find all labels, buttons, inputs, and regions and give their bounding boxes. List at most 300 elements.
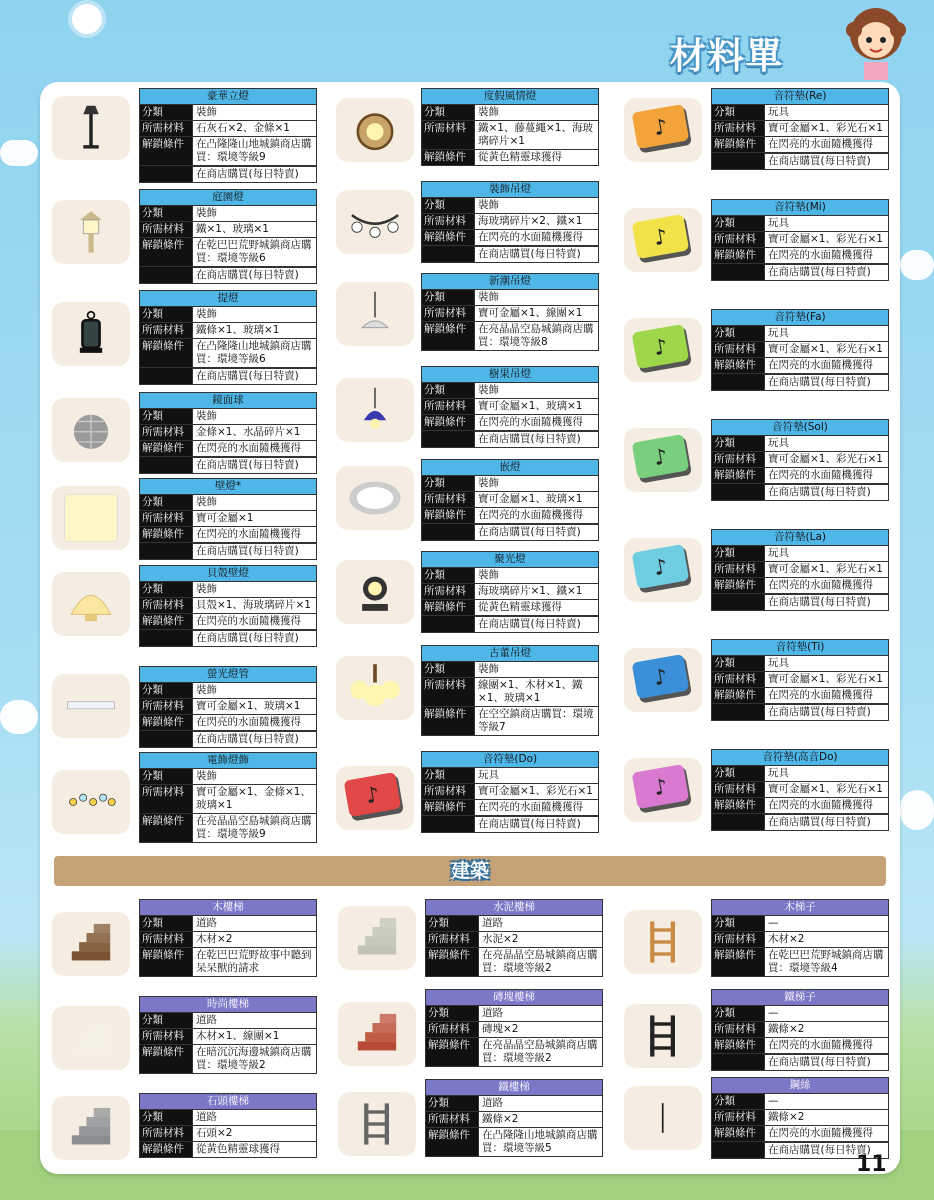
category-value: — [764,1006,888,1021]
extra-label-spacer [140,630,192,646]
materials-value: 寶可金屬×1、彩光石×1 [474,784,598,799]
extra-unlock-row [712,484,888,500]
category-label: 分類 [712,656,764,671]
unlock-condition-label: 解鎖條件 [422,600,474,615]
materials-row [140,121,316,137]
category-value: 裝飾 [192,495,316,510]
category-label: 分類 [712,326,764,341]
category-label: 分類 [422,476,474,491]
modern-pendant-icon [336,282,414,346]
unlock-condition-label: 解鎖條件 [422,707,474,735]
extra-unlock-value: 在商店購買(每日特賣) [192,166,316,182]
category-label: 分類 [712,766,764,781]
category-label: 分類 [140,307,192,322]
materials-value: 石灰石×2、金條×1 [192,121,316,136]
unlock-condition-label: 解鎖條件 [422,150,474,165]
category-value: 玩具 [764,105,888,120]
material-table [421,459,599,541]
materials-label: 所需材料 [712,232,764,247]
unlock-condition-label: 解鎖條件 [140,1142,192,1157]
unlock-condition-label: 解鎖條件 [712,578,764,593]
materials-value: 磚塊×2 [478,1022,602,1037]
unlock-condition-label: 解鎖條件 [712,1038,764,1053]
material-table [425,989,603,1067]
materials-label: 所需材料 [712,452,764,467]
extra-unlock-value: 在商店購買(每日特賣) [474,431,598,447]
category-label: 分類 [712,546,764,561]
materials-label: 所需材料 [140,511,192,526]
unlock-condition-label: 解鎖條件 [426,948,478,976]
unlock-condition-row [426,1038,602,1066]
materials-row [140,222,316,238]
unlock-condition-value: 在亮晶晶空島城鎮商店購買：環境等級8 [474,322,598,350]
materials-value: 海玻璃碎片×1、鐵×1 [474,584,598,599]
unlock-condition-label: 解鎖條件 [140,1045,192,1073]
materials-value: 石頭×2 [192,1126,316,1141]
extra-unlock-row [712,153,888,169]
materials-label: 所需材料 [712,1022,764,1037]
category-row [426,1006,602,1022]
resort-lamp-icon [336,98,414,162]
unlock-condition-row [426,1128,602,1156]
cloud-decoration [0,700,38,734]
unlock-condition-label: 解鎖條件 [140,339,192,367]
materials-row [422,678,598,707]
note-pad-orange-icon [624,98,702,162]
unlock-condition-value: 在閃亮的水面隨機獲得 [192,527,316,542]
category-row [140,683,316,699]
unlock-condition-value: 在亮晶晶空島城鎮商店購買：環境等級2 [478,948,602,976]
extra-unlock-value: 在商店購買(每日特賣) [474,816,598,832]
unlock-condition-value: 在閃亮的水面隨機獲得 [764,248,888,263]
unlock-condition-value: 在閃亮的水面隨機獲得 [474,415,598,430]
category-label: 分類 [140,683,192,698]
material-table [425,899,603,977]
category-value: 玩具 [764,656,888,671]
item-name: 度假風情燈 [422,89,598,105]
item-name: 音符墊(Ti) [712,640,888,656]
extra-unlock-value: 在商店購買(每日特賣) [474,524,598,540]
unlock-condition-row [140,1142,316,1157]
spotlight-icon [336,560,414,624]
item-name: 木梯子 [712,900,888,916]
category-label: 分類 [140,916,192,931]
item-name: 樹果吊燈 [422,367,598,383]
unlock-condition-row [140,814,316,842]
unlock-condition-row [140,238,316,267]
category-value: 裝飾 [192,409,316,424]
item-name: 音符墊(高音Do) [712,750,888,766]
extra-unlock-value: 在商店購買(每日特賣) [192,630,316,646]
unlock-condition-value: 在暗沉沉海邊城鎮商店購買：環境等級2 [192,1045,316,1073]
shell-lamp-icon [52,572,130,636]
category-value: — [764,916,888,931]
category-row [712,105,888,121]
extra-unlock-row [712,814,888,830]
extra-unlock-row [422,246,598,262]
unlock-condition-row [712,578,888,594]
category-label: 分類 [712,1006,764,1021]
material-table [421,181,599,263]
unlock-condition-value: 在凸隆隆山地城鎮商店購買：環境等級9 [192,137,316,165]
extra-unlock-value: 在商店購買(每日特賣) [764,594,888,610]
materials-row [712,1022,888,1038]
category-label: 分類 [140,1110,192,1125]
unlock-condition-label: 解鎖條件 [422,800,474,815]
category-row [712,766,888,782]
category-label: 分類 [712,105,764,120]
materials-value: 金條×1、水晶碎片×1 [192,425,316,440]
stone-stairs-icon [52,1096,130,1160]
category-value: 玩具 [764,326,888,341]
svg-text:♪: ♪ [651,114,670,142]
note-pad-green-icon [624,428,702,492]
unlock-condition-row [140,1045,316,1073]
extra-label-spacer [140,457,192,473]
category-row [140,582,316,598]
category-label: 分類 [422,768,474,783]
category-row [422,568,598,584]
extra-label-spacer [140,166,192,182]
unlock-condition-row [140,614,316,630]
category-row [422,290,598,306]
unlock-condition-label: 解鎖條件 [422,508,474,523]
materials-label: 所需材料 [140,932,192,947]
extra-unlock-row [140,267,316,283]
unlock-condition-label: 解鎖條件 [712,137,764,152]
extra-unlock-row [140,166,316,182]
unlock-condition-label: 解鎖條件 [712,468,764,483]
extra-unlock-value: 在商店購買(每日特賣) [764,484,888,500]
extra-label-spacer [422,816,474,832]
wire-icon [624,1086,702,1150]
unlock-condition-value: 從黃色精靈球獲得 [474,600,598,615]
extra-label-spacer [140,368,192,384]
materials-value: 寶可金屬×1、玻璃×1 [474,399,598,414]
materials-row [426,1112,602,1128]
materials-label: 所需材料 [422,584,474,599]
materials-label: 所需材料 [140,323,192,338]
mascot-girl-icon [836,0,916,80]
material-table [711,88,889,170]
extra-label-spacer [712,264,764,280]
materials-value: 木材×2 [764,932,888,947]
item-name: 音符墊(Re) [712,89,888,105]
unlock-condition-label: 解鎖條件 [712,948,764,976]
category-label: 分類 [712,1094,764,1109]
category-row [140,307,316,323]
brick-stairs-icon [338,1002,416,1066]
category-row [422,768,598,784]
category-row [422,198,598,214]
category-value: 道路 [478,916,602,931]
note-pad-cyan-icon [624,538,702,602]
category-label: 分類 [712,916,764,931]
unlock-condition-value: 從黃色精靈球獲得 [474,150,598,165]
category-value: 裝飾 [474,105,598,120]
extra-unlock-value: 在商店購買(每日特賣) [764,1054,888,1070]
item-name: 聚光燈 [422,552,598,568]
fluorescent-tube-icon [52,674,130,738]
svg-text:♪: ♪ [651,444,670,472]
materials-label: 所需材料 [712,1110,764,1125]
materials-value: 寶可金屬×1、彩光石×1 [764,452,888,467]
unlock-condition-row [422,230,598,246]
category-row [140,769,316,785]
category-row [712,326,888,342]
extra-unlock-value: 在商店購買(每日特賣) [192,267,316,283]
unlock-condition-row [422,322,598,350]
category-row [140,916,316,932]
material-table [139,392,317,474]
materials-row [712,672,888,688]
unlock-condition-row [712,137,888,153]
item-name: 提燈 [140,291,316,307]
unlock-condition-row [712,358,888,374]
concrete-stairs-icon [338,906,416,970]
extra-label-spacer [712,484,764,500]
materials-row [712,232,888,248]
unlock-condition-row [140,948,316,976]
material-table [711,309,889,391]
material-table [421,645,599,736]
item-name: 音符墊(La) [712,530,888,546]
category-label: 分類 [422,105,474,120]
materials-value: 寶可金屬×1、玻璃×1 [474,492,598,507]
materials-value: 鐵條×2 [764,1110,888,1125]
unlock-condition-value: 在亮晶晶空島城鎮商店購買：環境等級2 [478,1038,602,1066]
item-name: 石頭樓梯 [140,1094,316,1110]
material-table [421,273,599,351]
category-label: 分類 [422,198,474,213]
unlock-condition-value: 在凸隆隆山地城鎮商店購買：環境等級6 [192,339,316,367]
unlock-condition-label: 解鎖條件 [426,1128,478,1156]
category-value: 玩具 [764,216,888,231]
category-row [426,1096,602,1112]
item-name: 磚塊樓梯 [426,990,602,1006]
materials-row [426,1022,602,1038]
extra-unlock-value: 在商店購買(每日特賣) [192,368,316,384]
extra-label-spacer [422,431,474,447]
material-table [139,1093,317,1158]
extra-unlock-row [422,616,598,632]
materials-label: 所需材料 [422,121,474,149]
unlock-condition-label: 解鎖條件 [140,441,192,456]
category-value: 道路 [192,1013,316,1028]
category-value: 裝飾 [192,105,316,120]
item-name: 音符墊(Sol) [712,420,888,436]
floor-lamp-icon [52,96,130,160]
unlock-condition-value: 在閃亮的水面隨機獲得 [764,137,888,152]
unlock-condition-row [422,707,598,735]
materials-label: 所需材料 [712,932,764,947]
materials-row [422,584,598,600]
materials-row [140,699,316,715]
category-value: 裝飾 [192,206,316,221]
note-pad-pink-icon [624,758,702,822]
materials-label: 所需材料 [712,121,764,136]
unlock-condition-row [140,441,316,457]
material-table [139,666,317,748]
material-table [139,899,317,977]
item-name: 電飾燈飾 [140,753,316,769]
material-table [139,565,317,647]
unlock-condition-value: 在乾巴巴荒野故事中聽到呆呆獸的請求 [192,948,316,976]
item-name: 螢光燈管 [140,667,316,683]
unlock-condition-label: 解鎖條件 [712,248,764,263]
materials-row [140,1126,316,1142]
category-row [712,546,888,562]
extra-label-spacer [712,374,764,390]
materials-value: 鐵條×2 [478,1112,602,1127]
item-name: 音符墊(Fa) [712,310,888,326]
material-table [139,752,317,843]
materials-label: 所需材料 [712,782,764,797]
svg-text:♪: ♪ [651,334,670,362]
wooden-ladder-icon [624,910,702,974]
category-value: 道路 [192,1110,316,1125]
category-value: 裝飾 [474,568,598,583]
material-table [711,199,889,281]
extra-unlock-value: 在商店購買(每日特賣) [764,374,888,390]
category-label: 分類 [422,568,474,583]
materials-label: 所需材料 [426,1022,478,1037]
unlock-condition-row [712,468,888,484]
materials-value: 寶可金屬×1、線團×1 [474,306,598,321]
unlock-condition-value: 在乾巴巴荒野城鎮商店購買：環境等級6 [192,238,316,266]
extra-unlock-value: 在商店購買(每日特賣) [192,731,316,747]
unlock-condition-value: 在閃亮的水面隨機獲得 [192,441,316,456]
category-label: 分類 [712,216,764,231]
lantern-icon [52,302,130,366]
unlock-condition-row [712,688,888,704]
item-name: 時尚樓梯 [140,997,316,1013]
material-table [421,88,599,166]
item-name: 鋼絲 [712,1078,888,1094]
unlock-condition-row [426,948,602,976]
extra-label-spacer [712,153,764,169]
category-row [140,206,316,222]
unlock-condition-row [422,800,598,816]
materials-row [422,784,598,800]
material-table [711,639,889,721]
materials-row [712,452,888,468]
unlock-condition-row [140,715,316,731]
item-name: 鏡面球 [140,393,316,409]
wooden-stairs-icon [52,912,130,976]
category-label: 分類 [422,383,474,398]
extra-unlock-value: 在商店購買(每日特賣) [764,814,888,830]
extra-label-spacer [422,246,474,262]
materials-label: 所需材料 [422,214,474,229]
materials-value: 寶可金屬×1、玻璃×1 [192,699,316,714]
materials-label: 所需材料 [140,121,192,136]
unlock-condition-label: 解鎖條件 [140,614,192,629]
category-value: 裝飾 [192,582,316,597]
category-label: 分類 [426,916,478,931]
unlock-condition-value: 在閃亮的水面隨機獲得 [474,230,598,245]
unlock-condition-value: 在閃亮的水面隨機獲得 [764,798,888,813]
category-label: 分類 [712,436,764,451]
category-label: 分類 [140,495,192,510]
svg-text:♪: ♪ [651,774,670,802]
unlock-condition-label: 解鎖條件 [712,798,764,813]
extra-unlock-value: 在商店購買(每日特賣) [764,264,888,280]
category-value: 裝飾 [192,769,316,784]
unlock-condition-row [140,339,316,368]
category-row [712,1006,888,1022]
item-name: 水泥樓梯 [426,900,602,916]
category-row [140,105,316,121]
category-label: 分類 [422,290,474,305]
extra-unlock-row [712,704,888,720]
materials-value: 寶可金屬×1、彩光石×1 [764,342,888,357]
materials-value: 寶可金屬×1、金條×1、玻璃×1 [192,785,316,813]
page-title: 材料單 [670,36,785,77]
materials-row [712,932,888,948]
cloud-decoration [900,250,934,280]
category-row [712,916,888,932]
item-name: 壁燈* [140,479,316,495]
note-pad-blue-icon [624,648,702,712]
materials-value: 寶可金屬×1、彩光石×1 [764,672,888,687]
material-table [421,551,599,633]
material-table [139,478,317,560]
material-table [139,88,317,183]
category-value: 玩具 [764,436,888,451]
iron-stairs-icon [338,1092,416,1156]
garden-lamp-icon [52,200,130,264]
unlock-condition-label: 解鎖條件 [422,322,474,350]
string-lights-icon [52,770,130,834]
extra-unlock-row [140,630,316,646]
unlock-condition-label: 解鎖條件 [712,688,764,703]
unlock-condition-row [712,1038,888,1054]
materials-value: 貝殼×1、海玻璃碎片×1 [192,598,316,613]
category-value: 裝飾 [474,290,598,305]
unlock-condition-row [140,137,316,166]
extra-unlock-row [140,457,316,473]
note-pad-lime-icon [624,318,702,382]
page-number: 11 [856,1152,887,1177]
category-row [712,656,888,672]
note-pad-red-icon [336,766,414,830]
category-row [422,383,598,399]
materials-label: 所需材料 [712,672,764,687]
extra-unlock-row [140,543,316,559]
category-value: 裝飾 [192,683,316,698]
recessed-light-icon [336,466,414,530]
category-label: 分類 [422,662,474,677]
materials-value: 寶可金屬×1 [192,511,316,526]
category-label: 分類 [426,1006,478,1021]
unlock-condition-label: 解鎖條件 [140,948,192,976]
extra-unlock-row [140,731,316,747]
material-table [711,529,889,611]
category-label: 分類 [140,1013,192,1028]
mirror-ball-icon [52,398,130,462]
unlock-condition-row [422,415,598,431]
unlock-condition-value: 在凸隆隆山地城鎮商店購買：環境等級5 [478,1128,602,1156]
extra-label-spacer [712,704,764,720]
materials-row [712,1110,888,1126]
unlock-condition-value: 在閃亮的水面隨機獲得 [474,800,598,815]
extra-label-spacer [422,524,474,540]
materials-label: 所需材料 [422,306,474,321]
materials-row [422,492,598,508]
unlock-condition-value: 從黃色精靈球獲得 [192,1142,316,1157]
materials-label: 所需材料 [426,1112,478,1127]
